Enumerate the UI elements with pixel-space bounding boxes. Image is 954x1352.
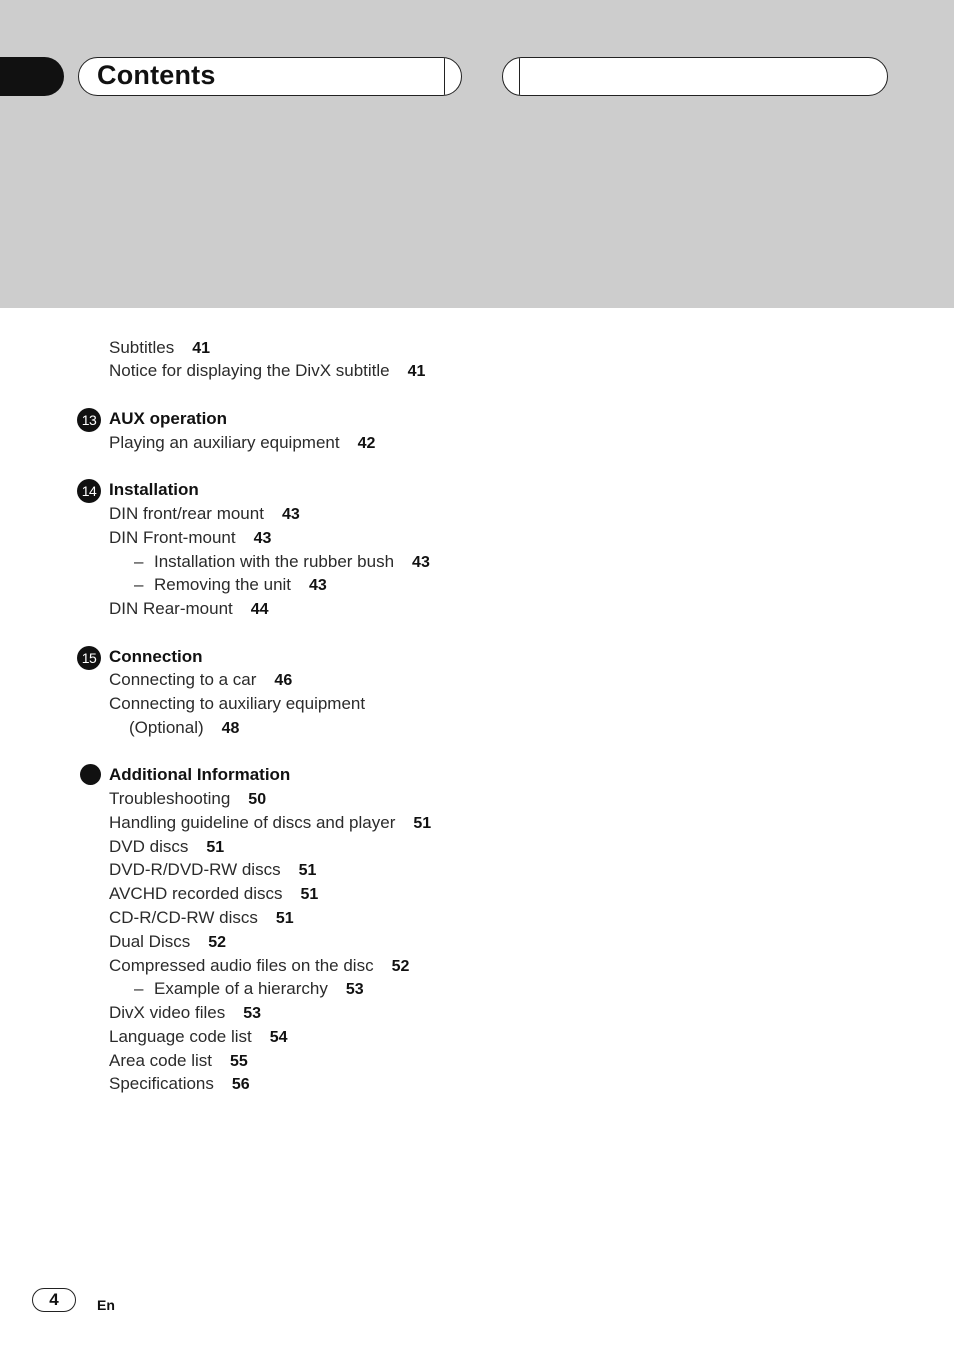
page-number: 41 [192,340,210,357]
page-number: 51 [413,815,432,832]
chapter-number-badge: 13 [77,408,101,432]
dash-marker: – [134,979,144,998]
toc-entry[interactable]: Playing an auxiliary equipment 42 [109,433,376,452]
page-number: 50 [248,791,267,808]
toc-entry[interactable]: Dual Discs 52 [109,932,227,951]
toc-subentry[interactable]: – Installation with the rubber bush 43 [134,550,430,574]
toc-entry[interactable]: DVD-R/DVD-RW discs 51 [109,860,317,879]
toc-entry[interactable]: Specifications 56 [109,1074,250,1093]
page-number: 51 [300,886,319,903]
toc-subentry[interactable]: – Example of a hierarchy 53 [134,977,364,1001]
toc-entry[interactable]: CD-R/CD-RW discs 51 [109,908,294,927]
section-heading[interactable]: Installation [109,480,199,499]
page-number: 51 [206,839,225,856]
toc-entry[interactable]: AVCHD recorded discs 51 [109,884,319,903]
chapter-number-badge: 14 [77,479,101,503]
toc-entry[interactable]: Connecting to a car 46 [109,670,293,689]
page-number: 56 [231,1076,250,1093]
toc-entry[interactable]: Notice for displaying the DivX subtitle 41 [109,361,426,380]
page-number: 53 [243,1005,262,1022]
page-number: 51 [298,862,317,879]
toc-entry[interactable]: Language code list 54 [109,1027,288,1046]
toc-entry[interactable]: DIN front/rear mount 43 [109,504,300,523]
toc-entry-continuation[interactable]: (Optional) 48 [129,718,240,737]
toc-entry[interactable]: DIN Rear-mount 44 [109,599,269,618]
toc-entry[interactable]: DIN Front-mount 43 [109,528,272,547]
page-number: 46 [274,672,293,689]
page-number: 53 [345,981,364,998]
toc-entry[interactable]: DivX video files 53 [109,1003,262,1022]
title-box [78,57,462,96]
toc-subentry[interactable]: – Removing the unit 43 [134,573,327,597]
chapter-bullet-icon [80,764,101,785]
page-number: 43 [309,577,327,594]
dash-marker: – [134,575,144,594]
section-heading[interactable]: Connection [109,647,203,666]
page-number: 43 [281,506,300,523]
page-number: 41 [407,363,426,380]
page-number: 52 [391,958,410,975]
toc-entry[interactable]: Subtitles 41 [109,338,210,357]
section-heading[interactable]: AUX operation [109,409,228,428]
toc-entry[interactable]: Compressed audio files on the disc 52 [109,956,410,975]
header-band [0,0,954,308]
page-number: 44 [250,601,269,618]
page-number: 55 [230,1053,248,1070]
toc-entry[interactable]: DVD discs 51 [109,837,225,856]
toc-entry[interactable]: Connecting to auxiliary equipment [109,694,366,713]
footer-page-number: 4 [32,1288,76,1312]
chapter-tab-marker [0,57,64,96]
toc-entry[interactable]: Handling guideline of discs and player 51 [109,813,432,832]
dash-marker: – [134,552,144,571]
empty-header-box [502,57,888,96]
toc-entry[interactable]: Troubleshooting 50 [109,789,267,808]
right-box-divider [519,58,520,95]
footer-language: En [97,1297,115,1313]
section-heading[interactable]: Additional Information [109,765,291,784]
page-number: 48 [221,720,240,737]
page-number: 43 [253,530,272,547]
toc-entry[interactable]: Area code list 55 [109,1051,248,1070]
page-number: 51 [275,910,294,927]
page-number: 54 [269,1029,288,1046]
page-number: 42 [357,435,376,452]
page-title: Contents [97,60,216,90]
page-number: 43 [412,554,430,571]
title-box-divider [444,58,445,95]
page-number: 52 [208,934,227,951]
chapter-number-badge: 15 [77,646,101,670]
